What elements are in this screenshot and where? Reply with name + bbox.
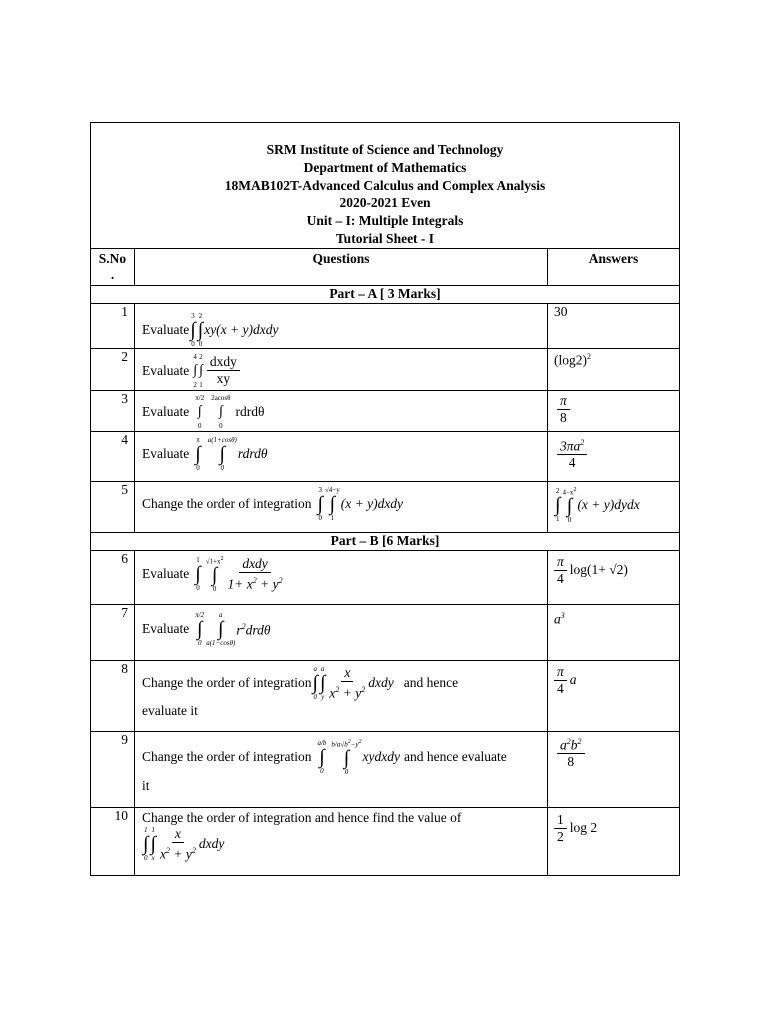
row-number: 5 xyxy=(91,481,135,532)
answer-cell xyxy=(548,390,680,431)
question-cell xyxy=(135,390,548,431)
row-number: 2 xyxy=(91,348,135,390)
question-text: Evaluate xyxy=(142,445,190,461)
answer-fraction: $\frac{\pi}{4}$ xyxy=(554,664,567,697)
integral-sign: b/a√b2−y2 ∫ 0 xyxy=(331,738,362,777)
row-number: 9 xyxy=(91,731,135,807)
sno-header-line2: . xyxy=(110,266,115,282)
course-title: 18MAB102T-Advanced Calculus and Complex Analysis xyxy=(224,177,546,193)
question-cell xyxy=(135,807,548,875)
integral-sign: π/2 ∫ 0 xyxy=(195,393,205,430)
row-number: 7 xyxy=(91,604,135,660)
academic-year: 2020-2021 Even xyxy=(339,195,431,211)
question-continuation: it xyxy=(142,778,150,794)
integrand-fraction: $\frac{x}{x^2 + y^2}$ xyxy=(159,825,196,862)
answer-expression: log(1+ √2) xyxy=(569,562,628,578)
integral-sign: a(1+cosθ) ∫ 0 xyxy=(207,435,237,472)
integral-sign: a/b ∫ 0 xyxy=(317,738,327,775)
question-text: Evaluate xyxy=(142,620,190,636)
answer-exponent: 2 xyxy=(587,351,591,361)
integrand: rdrdθ xyxy=(235,403,265,419)
sno-header xyxy=(91,248,135,285)
answer-cell xyxy=(548,550,680,604)
row-number: 10 xyxy=(91,807,135,875)
integral-sign: 3 ∫ 0 xyxy=(317,485,323,522)
integrand: xy(x + y)dxdy xyxy=(204,321,279,337)
integral-sign: 2 ∫ 0 xyxy=(197,311,204,348)
question-cell xyxy=(135,303,548,348)
part-a-heading: Part – A [ 3 Marks] xyxy=(91,285,680,303)
answer-cell xyxy=(548,660,680,731)
integral-sign: 1 ∫ x xyxy=(150,826,156,863)
answer-cell xyxy=(548,807,680,875)
integrand: $r^2drd\theta$ xyxy=(236,622,271,638)
question-text: Change the order of integration xyxy=(142,748,312,764)
question-suffix: and hence xyxy=(403,675,459,691)
integrand-fraction: $\frac{x}{x^2 + y^2}$ xyxy=(329,664,366,701)
question-cell xyxy=(135,604,548,660)
question-continuation: evaluate it xyxy=(142,703,198,719)
tutorial-sheet xyxy=(90,122,678,876)
department-name: Department of Mathematics xyxy=(303,159,467,175)
question-cell xyxy=(135,660,548,731)
integrand: rdrdθ xyxy=(237,445,268,461)
integrand: xydxdy xyxy=(362,748,401,764)
question-text: Evaluate xyxy=(142,321,190,337)
answer-expression: a xyxy=(569,672,577,688)
question-text: Evaluate xyxy=(142,565,190,581)
answer-cell xyxy=(548,481,680,532)
answer-text: (log2) xyxy=(554,352,587,368)
question-text: Evaluate xyxy=(142,403,190,419)
institute-name: SRM Institute of Science and Technology xyxy=(266,142,504,157)
integral-sign: 4 ∫ 2 xyxy=(193,352,198,389)
integral-sign: √4−y ∫ 1 xyxy=(324,485,340,522)
answer-cell xyxy=(548,604,680,660)
integral-sign: 2 ∫ 1 xyxy=(555,486,561,523)
row-number: 1 xyxy=(91,303,135,348)
integrand-differential: dxdy xyxy=(198,836,225,852)
answer-cell xyxy=(548,348,680,390)
integral-sign: 3 ∫ 0 xyxy=(190,311,196,348)
integral-sign: 4−x2 ∫ 0 xyxy=(562,486,577,525)
question-cell xyxy=(135,550,548,604)
row-number: 3 xyxy=(91,390,135,431)
question-text: Change the order of integration xyxy=(142,675,312,691)
questions-header: Questions xyxy=(135,248,548,285)
row-number: 4 xyxy=(91,431,135,481)
part-b-heading: Part – B [6 Marks] xyxy=(91,532,680,550)
answer-cell xyxy=(548,431,680,481)
integral-sign: 2 ∫ 1 xyxy=(199,352,203,389)
question-suffix: and hence evaluate xyxy=(404,748,507,764)
questions-table xyxy=(90,122,680,876)
question-text: Change the order of integration and hence find the value of xyxy=(142,809,462,825)
integral-sign: 2acosθ ∫ 0 xyxy=(211,393,231,430)
row-number: 8 xyxy=(91,660,135,731)
question-text: Change the order of integration xyxy=(142,495,312,511)
integrand-fraction: $\frac{\text{dxdy}}{xy}$ xyxy=(207,354,240,387)
answer-cell xyxy=(548,303,680,348)
integral-sign: a ∫ y xyxy=(319,665,326,702)
integral-sign: a ∫ 0 xyxy=(312,665,318,702)
integrand: (x + y)dxdy xyxy=(340,495,404,511)
answer-fraction: $\frac{\pi}{4}$ xyxy=(554,554,567,587)
integral-sign: √1+x2 ∫ 0 xyxy=(205,555,224,594)
answer-fraction: $\frac{1}{2}$ xyxy=(554,812,567,845)
integral-sign: 1 ∫ 0 xyxy=(143,826,149,863)
answer-expression: $a^3$ xyxy=(554,610,565,627)
integral-sign: π/2 ∫ 0 xyxy=(195,610,205,647)
question-text: Evaluate xyxy=(142,362,190,378)
sheet-header xyxy=(91,123,680,249)
sno-header-line1: S.No xyxy=(98,250,127,266)
integral-sign: π ∫ 0 xyxy=(195,435,201,472)
question-cell xyxy=(135,348,548,390)
row-number: 6 xyxy=(91,550,135,604)
question-cell xyxy=(135,431,548,481)
answer-text: 30 xyxy=(554,303,568,319)
answer-integrand: (x + y)dydx xyxy=(577,496,640,512)
answer-expression: log 2 xyxy=(569,820,598,836)
answers-header: Answers xyxy=(548,248,680,285)
answer-fraction: $\frac{\pi}{8}$ xyxy=(557,393,570,426)
integral-sign: a ∫ a(1−cosθ) xyxy=(206,610,236,647)
answer-fraction: $\frac{3\pi a^2}{4}$ xyxy=(557,435,587,472)
answer-cell xyxy=(548,731,680,807)
integrand-differential: dxdy xyxy=(368,675,394,691)
question-cell xyxy=(135,481,548,532)
integrand-fraction: $\frac{\text{dxdy}}{1+ x^2 + y^2}$ xyxy=(227,555,283,592)
unit-title: Unit – I: Multiple Integrals xyxy=(306,213,464,229)
sheet-title: Tutorial Sheet - I xyxy=(335,230,435,246)
answer-fraction: $\frac{a^2b^2}{8}$ xyxy=(557,734,585,771)
integral-sign: 1 ∫ 0 xyxy=(195,555,201,592)
question-cell xyxy=(135,731,548,807)
